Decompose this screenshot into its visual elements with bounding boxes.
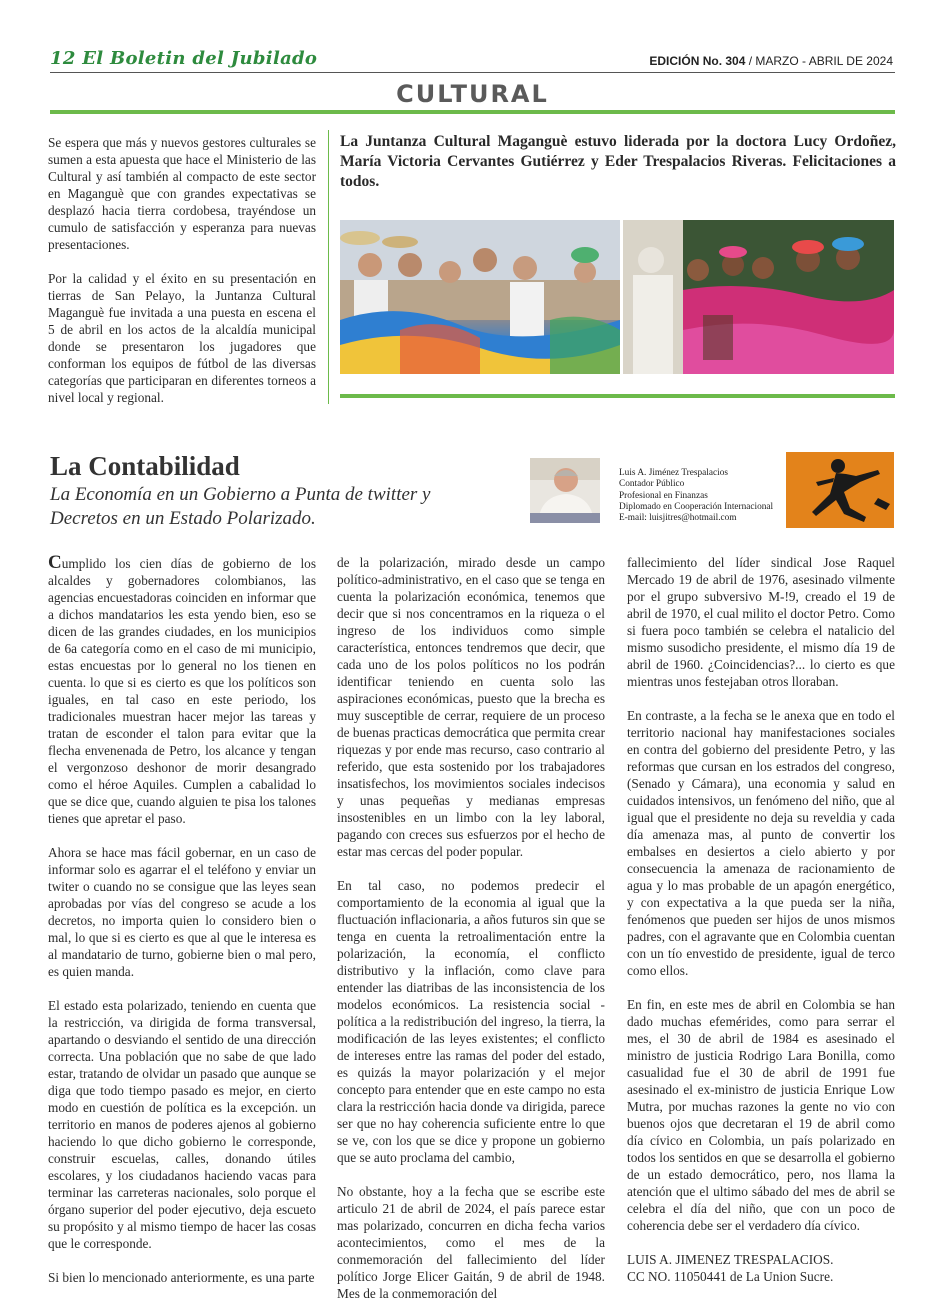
group-photo-performers xyxy=(340,220,620,374)
article-paragraph: El estado esta polarizado, teniendo en cuenta que la restricción, va dirigida de forma transversal, apartando o desviando el sentido de una dirección correcta. Una población que no sabe de que lado estar, tratando de olvidar un pasado que aunque se diga que todo tiempo pasado es mejor, en cierto modo en cuestión de política es la excepción. un territorio en manos de poderes ajenos al gobierno haciendo lo que dicho gobierno le corresponde, construir escuelas, calles, donando útiles escolares, y los ciudadanos haciendo vacas para terminar las carreteras nacionales, solo porque el órgano superior del poder ejecutivo, deja escueto su propósito y al mismo tiempo de hacer las cosas que le corresponde. xyxy=(48,998,316,1251)
article-column-1 xyxy=(48,554,316,1303)
section-title: CULTURAL xyxy=(396,80,549,108)
article-paragraph: fallecimiento del líder sindical Jose Raquel Mercado 19 de abril de 1976, asesinado vilmente por el grupo subversivo M-!9, creado el 19 de abril de 1970, el cual milito el doctor Petro. Como si fuera poco también se celebra el natalicio del mismo susodicho presidente, el mismo día 19 de abril de 1960. ¿Coincidencias?... lo cierto es que mientras unos festejaban otros lloraban. xyxy=(627,555,895,689)
article-paragraph: En tal caso, no podemos predecir el comportamiento de la economia al igual que la fluctuación inflacionaria, a años futuros sin que se tenga en cuenta la retroalimentación entre la polarización, la economía, el conflicto distributivo y la inflación, como clave para entender las diatribas de las inconsistencia de los modelos económicos. La resistencia social - política a la redistribución del ingreso, la tierra, la modificación de las leyes existentes; el conflicto de intereses entre las ramas del poder del estado, es quizás la mayor polarización y el mejor concepto para entender que en este campo no esta clara la restricción hacia donde va dirigida, parece ser que no hay coherencia suficiente entre lo que se ve, con los que se dice y propone un gobierno que se auto proclama del cambio, xyxy=(337,878,605,1165)
photo-divider xyxy=(340,394,895,398)
author-email: E-mail: luisjitres@hotmail.com xyxy=(619,513,737,524)
athlete-silhouette-icon xyxy=(786,452,894,528)
article-column-3 xyxy=(627,554,895,1285)
article-paragraph: No obstante, hoy a la fecha que se escribe este articulo 21 de abril de 2024, el país parece estar mas polarizado, concurren en dicha fecha varios acontecimientos, como el mes de la conmemoración del fallecimiento del líder político Jorge Elicer Gaitán, 9 de abril de 1948. Mes de la conmemoración del xyxy=(337,1184,605,1301)
edition-info xyxy=(649,54,893,68)
article-subtitle: La Economía en un Gobierno a Punta de twitter y Decretos en un Estado Polarizado. xyxy=(50,484,431,529)
author-photo xyxy=(530,458,600,523)
column-divider xyxy=(328,130,329,404)
drop-cap: C xyxy=(48,552,62,573)
article-paragraph xyxy=(48,554,316,827)
article-paragraph: Ahora se hace mas fácil gobernar, en un caso de informar solo es agarrar el el teléfono y enviar un twiter o cuando no se consigue que las leyes sean aprobadas por vías del congreso se acude a los decretos, no importa quien lo considero bien o mal, lo que si es cierto es que al que le interesa es al mandatario de turno, gobierne bien o mal pero, es quien manda. xyxy=(48,845,316,979)
cultural-paragraph: Se espera que más y nuevos gestores culturales se sumen a esta apuesta que hace el Ministerio de las Cultural y así también al compacto de este sector en Maganguè que con grandes expectativas se desplazó hacia tierra cordobesa, trayéndose un cumulo de satisfacción y esperanza para nuevas presentaciones. xyxy=(48,135,316,252)
article-column-2 xyxy=(337,554,605,1310)
article-paragraph: En fin, en este mes de abril en Colombia se han dado muchas efemérides, como para serrar el mes, el 30 de abril de 1984 es asesinado el ministro de justicia Rodrigo Lara Bonilla, como casualidad fue el 30 de abril de 1991 fue asesinado el ex-ministro de justicia Enrique Low Mutra, por muchas razones la gente no vio con buenos ojos que decretaran el 19 de abril como día cívico en Colombia, un país polarizado en todos los sentidos en que se desarrolla el gobierno de un estado democrático, pero, nos llama la atención que el ultimo sábado del mes de abril se celebra el día del niño, que con un poco de coherencia debe ser el verdadero día cívico. xyxy=(627,997,895,1233)
page-header-publication xyxy=(50,48,317,69)
cultural-paragraph: Por la calidad y el éxito en su presentación en tierras de San Pelayo, la Juntanza Cultural Maganguè fue invitada a una puesta en escena el 5 de abril en los actos de la alcaldía municipal donde se presentaron los jugadores que conforman los equipos de fútbol de las diversas categorías que participaran en diferentes torneos a nivel local y regional. xyxy=(48,271,316,405)
article-title: La Contabilidad xyxy=(50,451,240,481)
header-divider xyxy=(50,72,895,73)
author-name: Luis A. Jiménez Trespalacios xyxy=(619,468,728,478)
signature-id: CC NO. 11050441 de La Union Sucre. xyxy=(627,1269,834,1284)
section-divider xyxy=(50,110,895,114)
photo-caption: La Juntanza Cultural Maganguè estuvo liderada por la doctora Lucy Ordoñez, María Victoria Cervantes Gutiérrez y Eder Trespalacios Riveras. Felicitaciones a todos. xyxy=(340,133,896,190)
publication-name: El Boletin del Jubilado xyxy=(82,48,318,69)
page-number: 12 xyxy=(50,48,76,69)
author-role: Contador Público xyxy=(619,479,685,490)
cultural-article-text xyxy=(48,134,316,423)
author-info xyxy=(619,468,773,524)
edition-date: / MARZO - ABRIL DE 2024 xyxy=(745,54,893,68)
article-paragraph: Si bien lo mencionado anteriormente, es una parte xyxy=(48,1270,315,1285)
signature-name: LUIS A. JIMENEZ TRESPALACIOS. xyxy=(627,1252,834,1267)
edition-label: EDICIÓN No. 304 xyxy=(649,54,746,68)
author-role: Profesional en Finanzas xyxy=(619,490,708,501)
article-paragraph: de la polarización, mirado desde un campo político-administrativo, en el caso que se tenga en cuenta la polarización económica, tenemos que decir que si nos concentramos en la riqueza o el ingreso de los individuos como simple característica, entonces tendremos que decir, que cada uno de los polos políticos no los podrán identificar teniendo en cuenta solo las aspiraciones económicas, puesto que la brecha es muy susceptible de cerrar, requiere de un proceso de buenas practicas democrática que permita crear riquezas y por ende mas recurso, caso contrario al referido, que esta sostenido por los trabajadores insatisfechos, los movimientos sociales indecisos y unas pequeñas y medianas empresas insostenibles en un limbo con la ley laboral, pagando con creces sus esfuerzos por el hecho de estar mas cercas del poder popular. xyxy=(337,555,606,859)
paragraph-text: umplido los cien días de gobierno de los alcaldes y gobernadores colombianos, las agencias encuestadoras coinciden en informar que a dichos mandatarios les esta yendo bien, eso se dicen de las grandes ciudades, en los municipios de 6a categoría como en el caso de mi municipio, estas encuestas por lo general no los tienen en cuenta. lo que si es cierto es que los políticos son iguales, en tal caso en este periodo, los tradicionales muestran hacer mejor las tareas y tratan de esconder el talon para evitar que la flecha envenenada de Petro, los alcance y tengan el vergonzoso deshonor de morir desangrado como el héroe Aquiles. Cumplen a cabalidad lo que se dice que, cuando alguien te pisa los talones tienes que apretar el paso. xyxy=(48,556,316,826)
group-photo-dancers xyxy=(623,220,894,374)
article-paragraph: En contraste, a la fecha se le anexa que en todo el territorio nacional hay manifestaciones sociales en contra del gobierno del presidente Petro, y las reformas que cursan en los estrados del congreso, (Senado y Cámara), una economia y salud en cuidados intensivos, un fenómeno del niño, que al igual que el presidente no deja su reveldia y cada día amenaza mas, al punto de convertir los embalses en desiertos a cielo abierto y por consecuencia la amenaza de racionamiento de agua y lo mas probable de un apagón energético, y con expectativa a la que pueda ser la niña, fenómenos que pueden ser hijos de unos mismos padres, con el agravante que en Colombia cuentan con un tío envestido de presidente, igual de terco como ellos. xyxy=(627,708,895,978)
author-role: Diplomado en Cooperación Internacional xyxy=(619,501,774,512)
